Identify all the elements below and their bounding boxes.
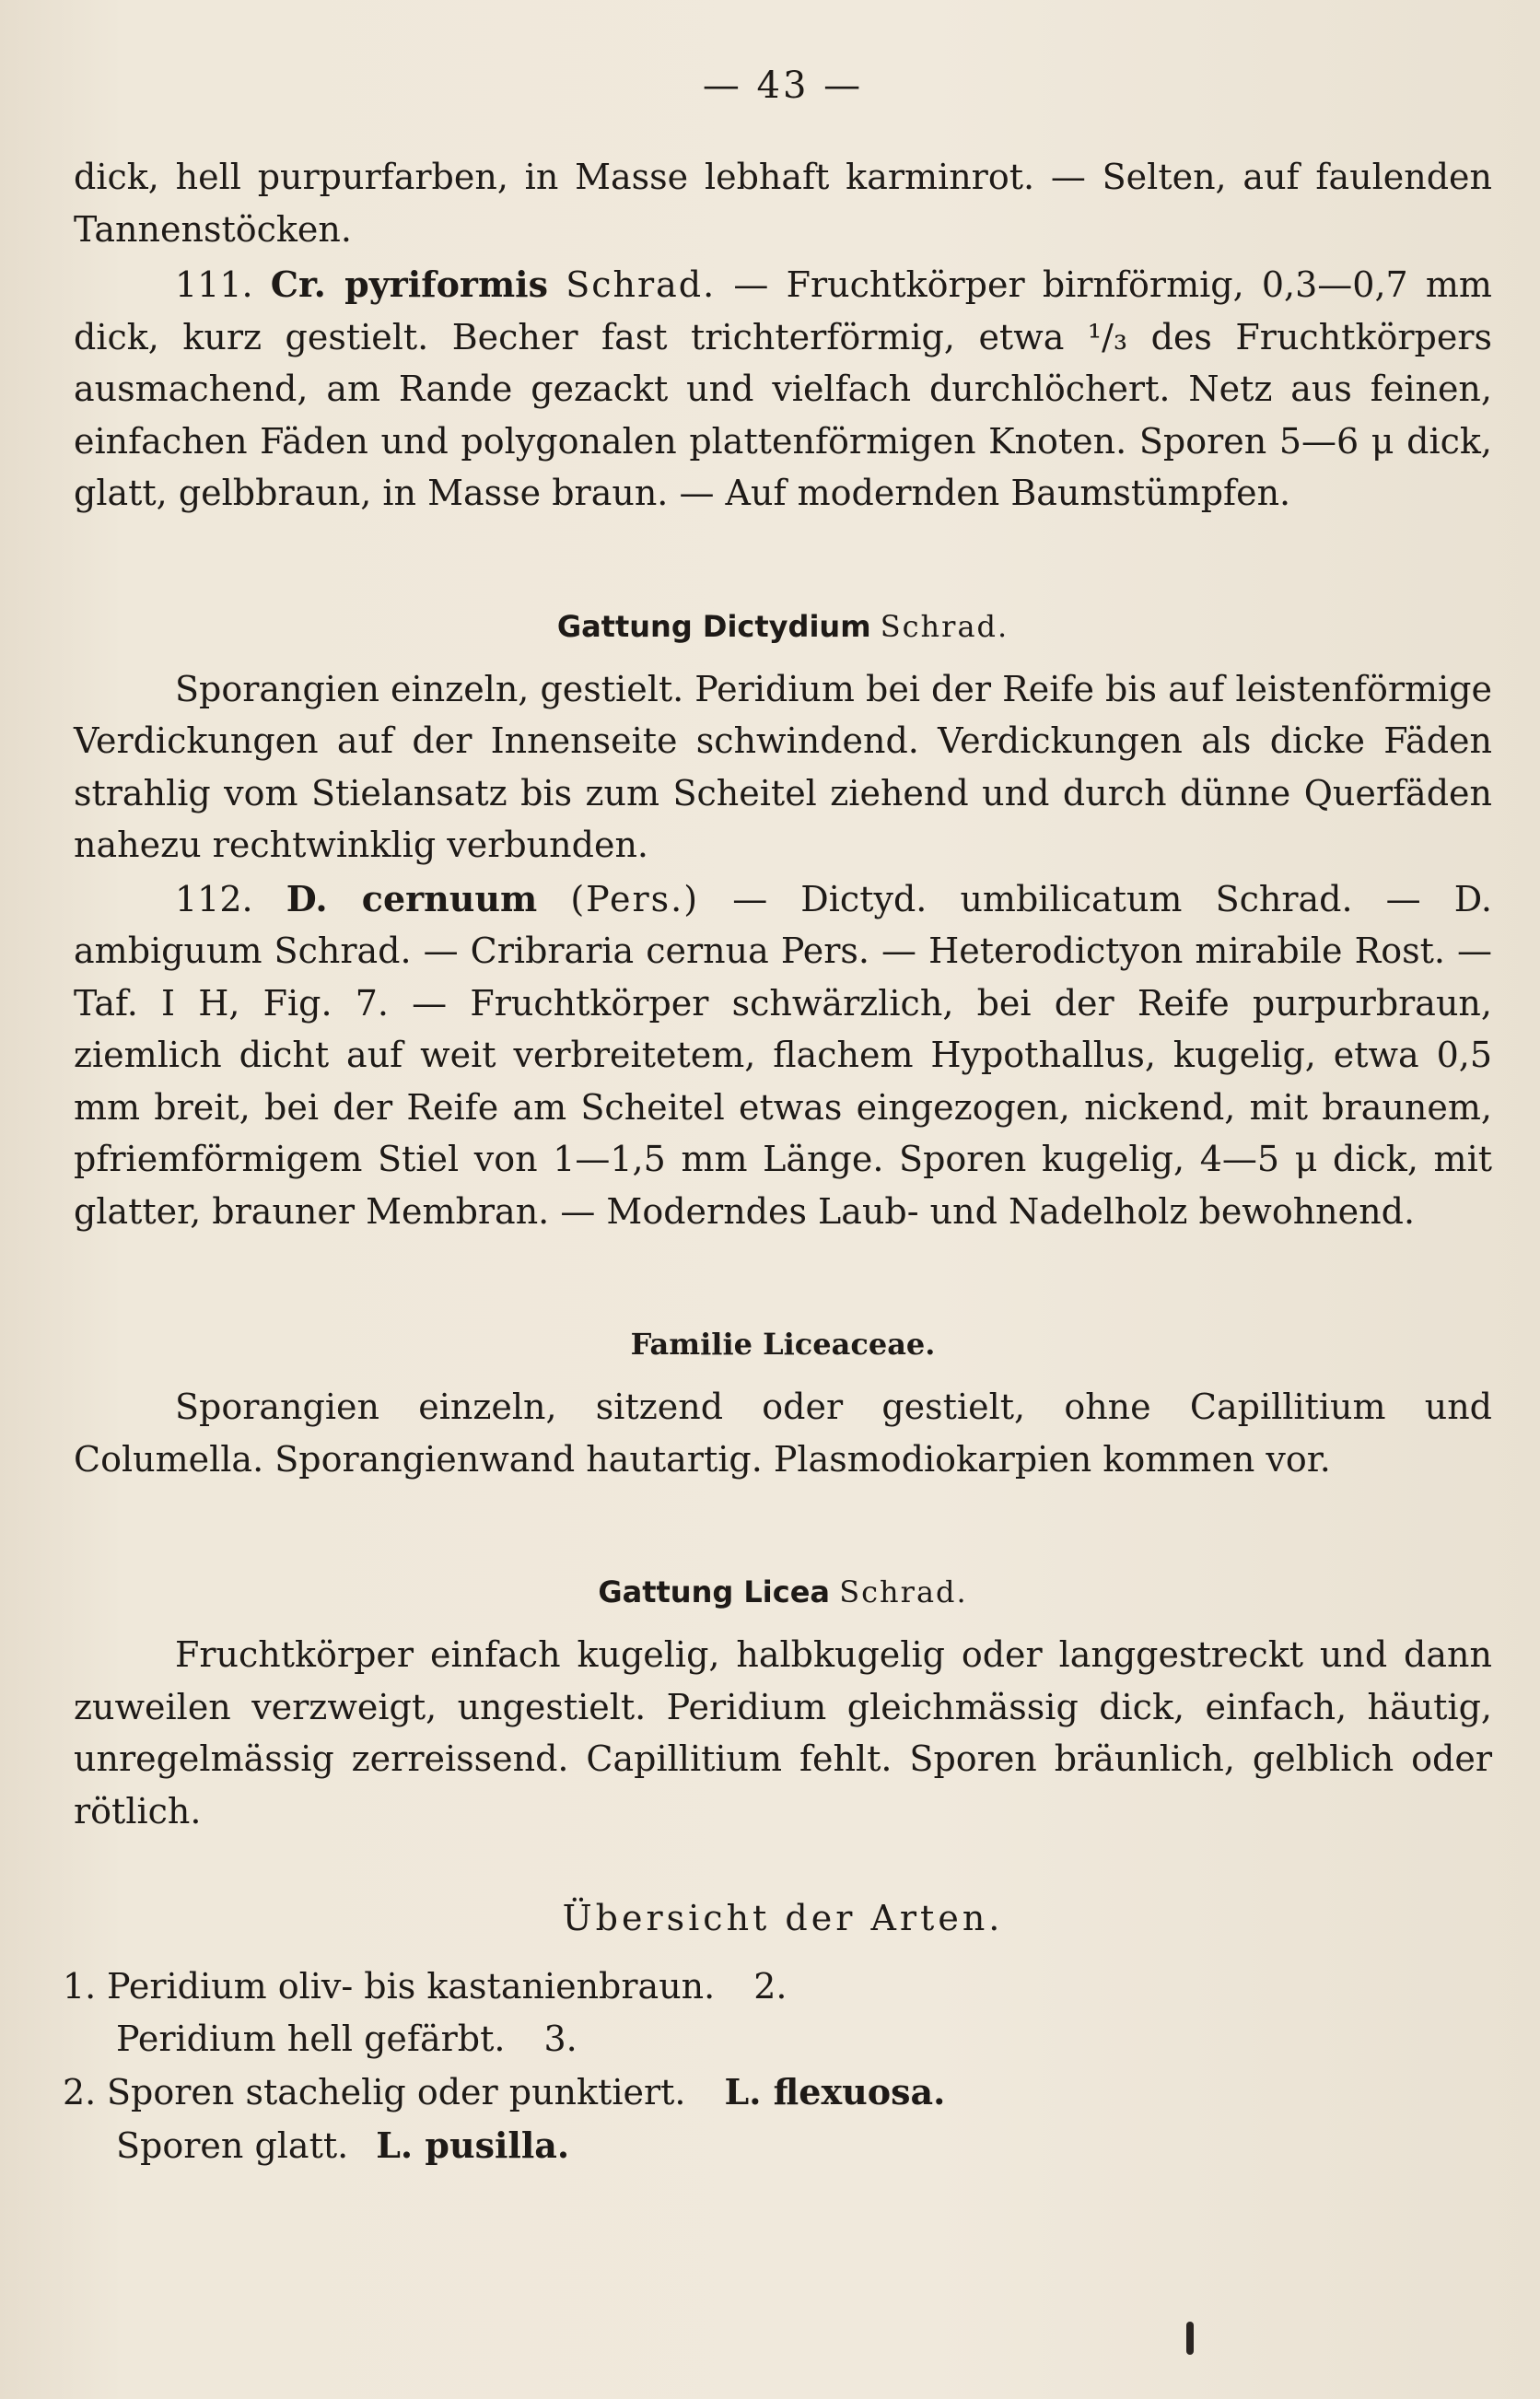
key-row-target: 2. bbox=[753, 1966, 788, 2007]
species-112-name: D. cernuum bbox=[286, 877, 538, 919]
key-row bbox=[63, 2065, 1492, 2119]
key-row-text: Sporen glatt. bbox=[116, 2125, 349, 2166]
species-111-text: — Fruchtkörper birnförmig, 0,3—0,7 mm dick, kurz gestielt. Becher fast trichterförmig, etwa ¹/₃ des Fruchtkörpers ausmachend, am Rande gezackt und vielfach durchlöchert. Netz aus feinen, einfachen Fäden und polygonalen plattenförmigen Knoten. Sporen 5—6 μ dick, glatt, gelbbraun, in Masse braun. — Auf modernden Baumstümpfen. bbox=[74, 264, 1492, 513]
key-row-number: 1. bbox=[63, 1966, 97, 2007]
key-row-target: 3. bbox=[543, 2019, 578, 2059]
genus-dictydium-label: Gattung Dictydium bbox=[556, 608, 871, 644]
species-112-author: (Pers.) bbox=[570, 878, 700, 919]
overview-title: Übersicht der Arten. bbox=[562, 1898, 1004, 1938]
species-112-entry bbox=[74, 873, 1492, 1238]
genus-licea-author: Schrad. bbox=[839, 1574, 968, 1609]
family-description: Sporangien einzeln, sitzend oder gestielt, ohne Capillitium und Columella. Sporangienwand hautartig. Plasmodiokarpien kommen vor. bbox=[74, 1387, 1492, 1480]
key-row-number: 2. bbox=[63, 2072, 97, 2112]
species-112-number: 112. bbox=[175, 878, 253, 919]
key-row-text: Peridium hell gefärbt. bbox=[116, 2019, 506, 2059]
species-key bbox=[63, 1960, 1492, 2172]
genus-dictydium-heading bbox=[74, 601, 1492, 652]
key-row-target: L. flexuosa. bbox=[724, 2071, 946, 2112]
genus-dictydium-author: Schrad. bbox=[880, 608, 1009, 644]
species-111-name: Cr. pyriformis bbox=[270, 263, 548, 305]
genus-licea-label: Gattung Licea bbox=[598, 1574, 831, 1609]
key-row-text: Sporen stachelig oder punktiert. bbox=[107, 2072, 686, 2112]
key-row bbox=[74, 2013, 1492, 2065]
page-number: — 43 — bbox=[702, 64, 864, 107]
genus-licea-heading bbox=[74, 1566, 1492, 1618]
key-row bbox=[74, 2119, 1492, 2172]
species-112-text: — Dictyd. umbilicatum Schrad. — D. ambiguum Schrad. — Cribraria cernua Pers. — Heterodictyon mirabile Rost. — Taf. I H, Fig. 7. — Fruchtkörper schwärzlich, bei der Reife purpurbraun, ziemlich dicht auf weit verbreitetem, flachem Hypothallus, kugelig, etwa 0,5 mm breit, bei der Reife am Scheitel etwas eingezogen, nickend, mit braunem, pfriemförmigem Stiel von 1—1,5 mm Länge. Sporen kugelig, 4—5 μ dick, mit glatter, brauner Membran. — Moderndes Laub- und Nadelholz bewohnend. bbox=[74, 878, 1492, 1232]
key-row-text: Peridium oliv- bis kastanienbraun. bbox=[107, 1966, 716, 2007]
key-row-target: L. pusilla. bbox=[376, 2124, 570, 2166]
genus-dictydium-description: Sporangien einzeln, gestielt. Peridium bei der Reife bis auf leistenförmige Verdickungen auf der Innenseite schwindend. Verdickungen als dicke Fäden strahlig vom Stielansatz bis zum Scheitel ziehend und durch dünne Querfäden nahezu rechtwinklig verbunden. bbox=[74, 668, 1492, 865]
intro-paragraph: dick, hell purpurfarben, in Masse lebhaft karminrot. — Selten, auf faulenden Tannenstöcken. bbox=[74, 157, 1492, 250]
species-111-number: 111. bbox=[175, 264, 253, 305]
species-111-author: Schrad. bbox=[566, 264, 717, 305]
key-row bbox=[63, 1960, 1492, 2013]
species-111-entry bbox=[74, 259, 1492, 520]
genus-licea-description: Fruchtkörper einfach kugelig, halbkugelig oder langgestreckt und dann zuweilen verzweigt, ungestielt. Peridium gleichmässig dick, einfach, häutig, unregelmässig zerreissend. Capillitium fehlt. Sporen bräunlich, gelblich oder rötlich. bbox=[74, 1634, 1492, 1831]
ink-mark bbox=[1186, 2322, 1194, 2355]
family-heading: Familie Liceaceae. bbox=[630, 1327, 936, 1362]
